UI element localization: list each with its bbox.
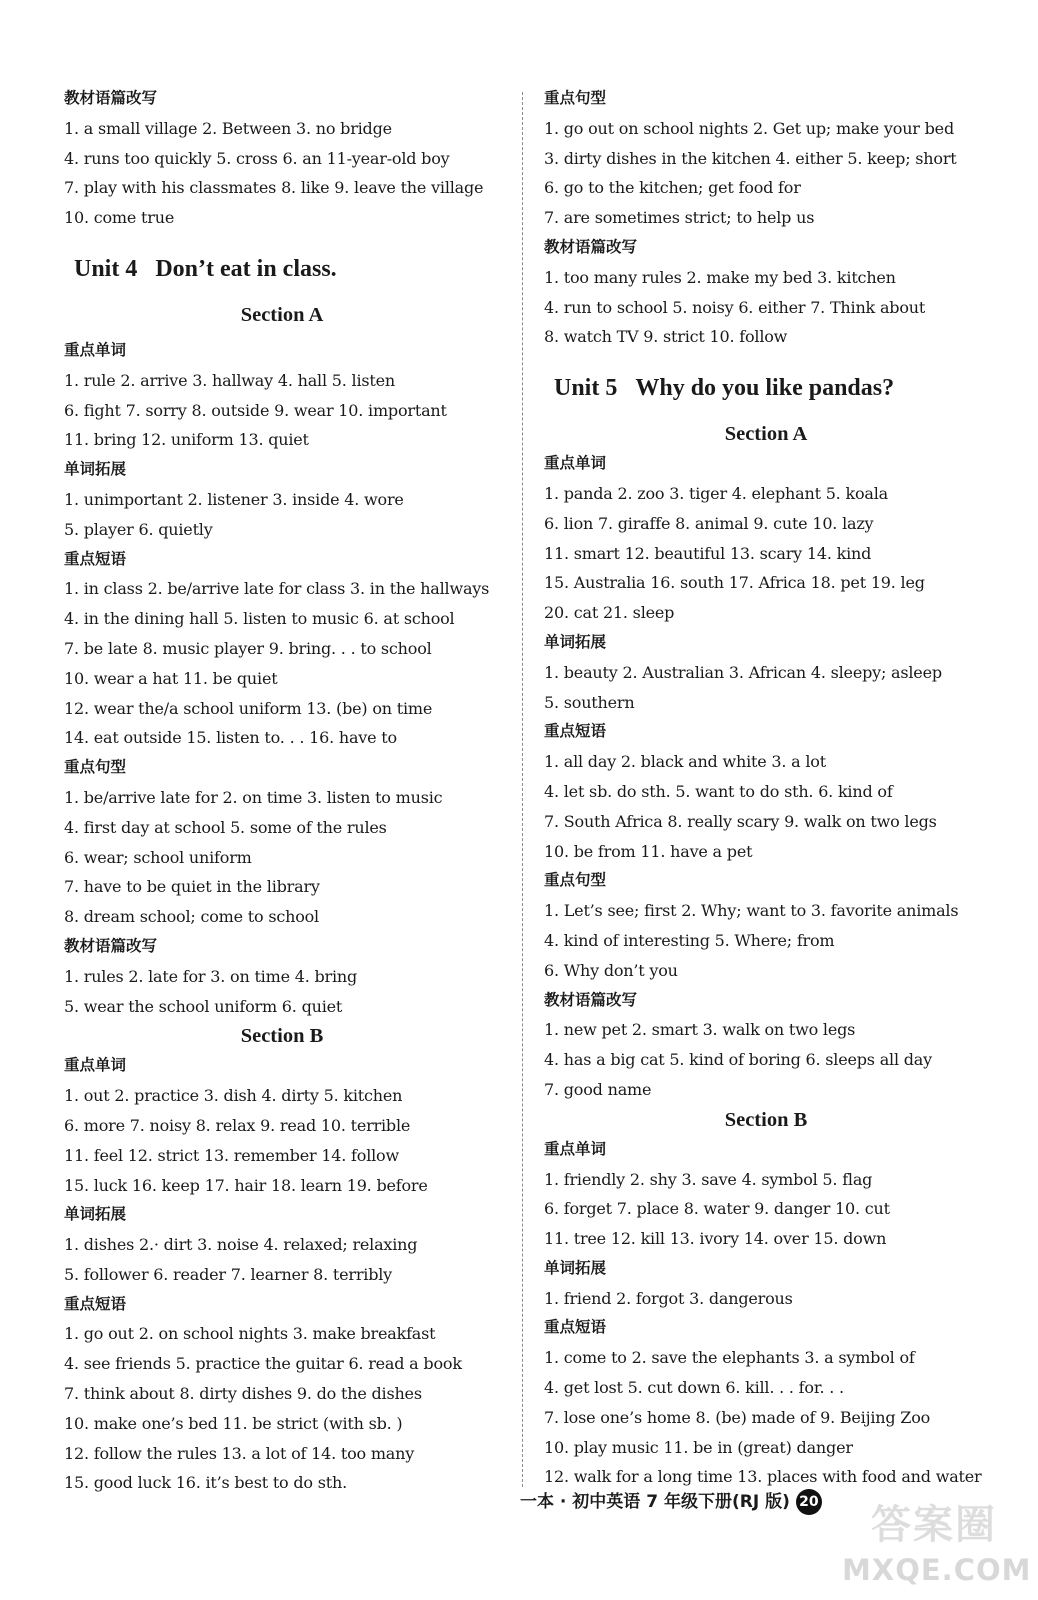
section-heading: 单词拓展: [64, 460, 127, 479]
answer-line: 15. luck 16. keep 17. hair 18. learn 19. before: [64, 1175, 428, 1195]
answer-list: [64, 783, 512, 932]
answer-line: 11. bring 12. uniform 13. quiet: [64, 430, 309, 450]
answer-line: 4. kind of interesting 5. Where; from: [544, 930, 835, 950]
section-title: Section B: [240, 1025, 324, 1048]
answer-line: 1. in class 2. be/arrive late for class 3. in the hallways: [64, 579, 490, 599]
watermark-logo: 答案圈: [871, 1502, 997, 1548]
answer-line: 7. play with his classmates 8. like 9. leave the village: [64, 178, 484, 198]
answer-line: 6. wear; school uniform: [64, 847, 252, 867]
answer-list: [64, 366, 512, 455]
answer-line: 1. rules 2. late for 3. on time 4. bring: [64, 966, 358, 986]
watermark-site: MXQE.COM: [842, 1553, 1032, 1587]
answer-list: [64, 574, 512, 753]
section-heading: 重点句型: [544, 871, 607, 890]
answer-line: 1. too many rules 2. make my bed 3. kitchen: [544, 267, 896, 287]
answer-line: 6. fight 7. sorry 8. outside 9. wear 10. important: [64, 400, 447, 420]
answer-line: 1. unimportant 2. listener 3. inside 4. wore: [64, 489, 404, 509]
section-heading: 重点单词: [544, 454, 607, 473]
answer-line: 1. all day 2. black and white 3. a lot: [544, 752, 826, 772]
answer-line: 10. come true: [64, 208, 175, 228]
section-title: Section B: [724, 1108, 808, 1131]
section-heading: 重点短语: [64, 1294, 127, 1313]
answer-line: 1. Let’s see; first 2. Why; want to 3. favorite animals: [544, 901, 959, 921]
answer-line: 1. go out on school nights 2. Get up; make your bed: [544, 118, 954, 138]
footer-title: 一本 · 初中英语 7 年级下册(RJ 版): [520, 1492, 790, 1512]
answer-list: [64, 1230, 512, 1290]
unit-name: Why do you like pandas?: [635, 375, 895, 402]
answer-line: 6. go to the kitchen; get food for: [544, 178, 801, 198]
answer-line: 11. tree 12. kill 13. ivory 14. over 15. down: [544, 1229, 887, 1249]
answer-line: 8. watch TV 9. strict 10. follow: [544, 327, 788, 347]
answer-line: 12. follow the rules 13. a lot of 14. too many: [64, 1443, 415, 1463]
answer-line: 11. feel 12. strict 13. remember 14. follow: [64, 1145, 399, 1165]
answer-line: 6. Why don’t you: [544, 960, 678, 980]
answer-line: 1. friend 2. forgot 3. dangerous: [544, 1288, 793, 1308]
answer-line: 4. see friends 5. practice the guitar 6. read a book: [64, 1354, 462, 1374]
unit-name: Don’t eat in class.: [155, 255, 337, 282]
answer-line: 1. new pet 2. smart 3. walk on two legs: [544, 1020, 856, 1040]
section-heading: 单词拓展: [64, 1205, 127, 1224]
answer-list: [544, 658, 994, 718]
answer-list: [64, 1319, 512, 1498]
answer-line: 1. beauty 2. Australian 3. African 4. sleepy; asleep: [544, 662, 942, 682]
answer-line: 7. have to be quiet in the library: [64, 877, 320, 897]
answer-line: 1. panda 2. zoo 3. tiger 4. elephant 5. koala: [544, 483, 888, 503]
answer-list: [544, 1343, 994, 1492]
right-column: [544, 84, 994, 1492]
answer-line: 7. are sometimes strict; to help us: [544, 208, 815, 228]
answer-line: 20. cat 21. sleep: [544, 603, 675, 623]
answer-line: 1. be/arrive late for 2. on time 3. listen to music: [64, 787, 443, 807]
answer-list: [544, 1284, 994, 1314]
unit-number: Unit 5: [554, 375, 618, 402]
answer-line: 5. wear the school uniform 6. quiet: [64, 996, 343, 1016]
answer-line: 10. play music 11. be in (great) danger: [544, 1437, 853, 1457]
section-title: Section A: [240, 303, 324, 326]
left-column: [64, 84, 512, 1498]
answer-line: 8. dream school; come to school: [64, 907, 319, 927]
column-divider: [522, 92, 523, 1487]
section-heading: 重点单词: [64, 340, 127, 359]
answer-line: 5. southern: [544, 692, 635, 712]
section-heading: 重点短语: [544, 1318, 607, 1337]
section-heading: 教材语篇改写: [544, 237, 638, 256]
answer-list: [544, 263, 994, 352]
answer-line: 7. lose one’s home 8. (be) made of 9. Beijing Zoo: [544, 1407, 931, 1427]
answer-line: 4. first day at school 5. some of the rules: [64, 817, 387, 837]
unit-title: [544, 358, 994, 419]
answer-line: 4. get lost 5. cut down 6. kill. . . for. . .: [544, 1378, 844, 1398]
answer-list: [64, 114, 512, 233]
watermark: [842, 1495, 1032, 1595]
answer-line: 7. South Africa 8. really scary 9. walk on two legs: [544, 811, 937, 831]
answer-line: 1. friendly 2. shy 3. save 4. symbol 5. flag: [544, 1169, 873, 1189]
answer-line: 4. runs too quickly 5. cross 6. an 11-year-old boy: [64, 148, 450, 168]
answer-list: [544, 479, 994, 628]
answer-line: 14. eat outside 15. listen to. . . 16. have to: [64, 728, 397, 748]
answer-line: 4. let sb. do sth. 5. want to do sth. 6. kind of: [544, 781, 893, 801]
answer-line: 10. make one’s bed 11. be strict (with sb. ): [64, 1413, 403, 1433]
answer-line: 1. a small village 2. Between 3. no bridge: [64, 118, 392, 138]
section-heading: 重点句型: [64, 758, 127, 777]
section-heading: 教材语篇改写: [544, 990, 638, 1009]
answer-list: [544, 747, 994, 866]
answer-line: 6. forget 7. place 8. water 9. danger 10. cut: [544, 1199, 890, 1219]
answer-line: 15. good luck 16. it’s best to do sth.: [64, 1473, 347, 1493]
page-number: 20: [796, 1489, 822, 1515]
unit-number: Unit 4: [74, 255, 138, 282]
section-heading: 重点短语: [544, 722, 607, 741]
answer-line: 5. player 6. quietly: [64, 519, 213, 539]
section-heading: 重点句型: [544, 89, 607, 107]
answer-line: 4. has a big cat 5. kind of boring 6. sleeps all day: [544, 1050, 932, 1070]
page-footer: [520, 1482, 822, 1522]
answer-line: 1. go out 2. on school nights 3. make breakfast: [64, 1324, 436, 1344]
answer-list: [64, 962, 512, 1022]
answer-line: 12. wear the/a school uniform 13. (be) on time: [64, 698, 433, 718]
section-heading: 重点单词: [64, 1056, 127, 1075]
answer-line: 12. walk for a long time 13. places with food and water: [544, 1467, 982, 1487]
answer-list: [544, 1165, 994, 1254]
section-heading: 重点单词: [544, 1139, 607, 1158]
answer-list: [64, 1081, 512, 1200]
section-heading: 单词拓展: [544, 1258, 607, 1277]
answer-list: [64, 485, 512, 545]
answer-line: 5. follower 6. reader 7. learner 8. terribly: [64, 1264, 393, 1284]
answer-line: 6. more 7. noisy 8. relax 9. read 10. terrible: [64, 1115, 411, 1135]
answer-list: [544, 114, 994, 233]
answer-line: 6. lion 7. giraffe 8. animal 9. cute 10. lazy: [544, 513, 874, 533]
answer-line: 1. rule 2. arrive 3. hallway 4. hall 5. listen: [64, 370, 395, 390]
section-heading: 重点短语: [64, 549, 127, 568]
answer-line: 11. smart 12. beautiful 13. scary 14. kind: [544, 543, 872, 563]
answer-line: 1. come to 2. save the elephants 3. a symbol of: [544, 1348, 915, 1368]
answer-line: 1. out 2. practice 3. dish 4. dirty 5. kitchen: [64, 1086, 403, 1106]
answer-line: 7. good name: [544, 1079, 652, 1099]
answer-line: 10. be from 11. have a pet: [544, 841, 753, 861]
section-heading: 教材语篇改写: [64, 936, 158, 955]
section-title: Section A: [724, 423, 808, 446]
unit-title: [64, 239, 512, 300]
answer-list: [544, 896, 994, 985]
section-heading: 教材语篇改写: [64, 89, 158, 107]
answer-list: [544, 1015, 994, 1104]
answer-line: 4. run to school 5. noisy 6. either 7. Think about: [544, 297, 926, 317]
section-heading: 单词拓展: [544, 632, 607, 651]
answer-line: 3. dirty dishes in the kitchen 4. either 5. keep; short: [544, 148, 957, 168]
answer-line: 7. be late 8. music player 9. bring. . . to school: [64, 638, 432, 658]
answer-line: 4. in the dining hall 5. listen to music 6. at school: [64, 609, 455, 629]
answer-line: 10. wear a hat 11. be quiet: [64, 668, 278, 688]
answer-line: 1. dishes 2.· dirt 3. noise 4. relaxed; relaxing: [64, 1235, 418, 1255]
answer-line: 7. think about 8. dirty dishes 9. do the dishes: [64, 1384, 422, 1404]
answer-line: 15. Australia 16. south 17. Africa 18. pet 19. leg: [544, 573, 925, 593]
